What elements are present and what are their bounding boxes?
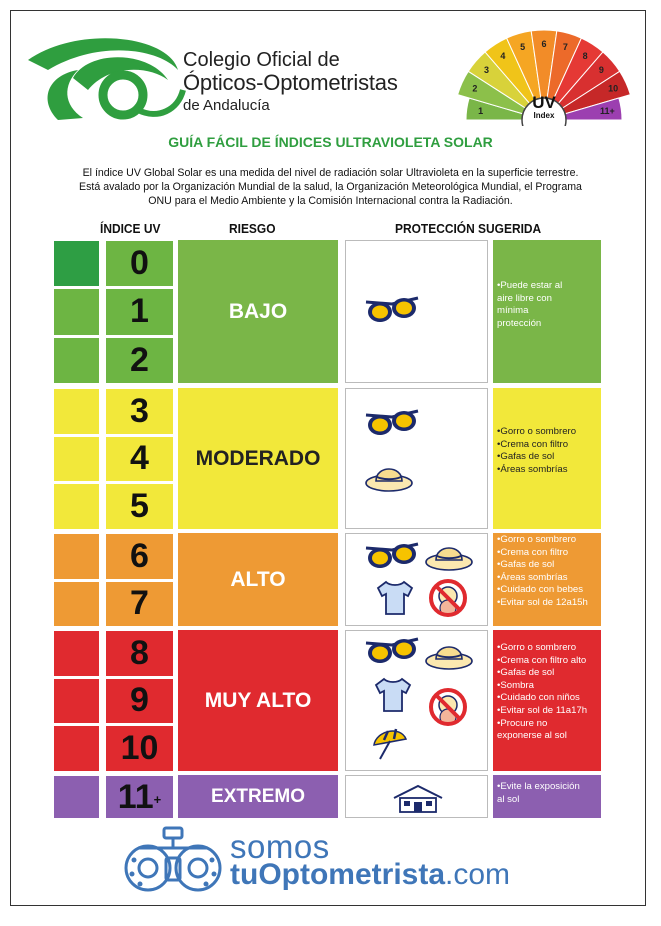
uv-fan-label: 11+ [599,105,615,116]
risk-label: ALTO [178,533,338,626]
uv-color-swatch [54,484,99,529]
uv-index-value: 11 [117,777,154,816]
glasses-icon [364,409,420,439]
uv-index-suffix: + [153,791,162,807]
umbrella-icon [370,725,410,761]
brand-main: tuOptometrista [230,858,446,891]
uv-index-number [106,437,173,482]
house-icon [388,784,448,814]
advice-line: •Procure no [497,717,548,729]
protection-advice [493,533,601,626]
uv-color-swatch [54,534,99,579]
uv-color-swatch [54,289,99,334]
glasses-icon [364,296,420,326]
uv-index-value: 8 [130,633,149,672]
column-header-risk: RIESGO [229,221,276,236]
uv-index-number [106,338,173,383]
advice-line: •Evite la exposición [497,781,580,792]
organization-name [183,50,398,113]
column-header-protection: PROTECCIÓN SUGERIDA [395,221,542,236]
intro-text [40,166,621,208]
uv-index-value: 9 [130,681,149,720]
brand-line-2 [230,858,510,892]
protection-advice [493,775,601,818]
uv-fan-label: 1 [478,105,484,116]
protection-illustration [345,775,488,818]
protection-illustration [345,240,488,383]
uv-fan-label: 6 [541,39,547,49]
advice-line: •Gorro o sombrero [497,426,577,437]
advice-line: •Gorro o sombrero [497,642,577,653]
advice-line: •Cuidado con niños [497,692,580,704]
advice-line: •Áreas sombrías [497,463,568,475]
advice-line: •Áreas sombrías [497,571,568,583]
uv-index-value: 4 [130,439,149,478]
uv-index-value: 3 [130,391,149,430]
advice-line: •Evitar sol de 12a15h [497,596,588,608]
advice-line: •Crema con filtro alto [497,654,587,666]
uv-index-value: 2 [130,340,149,379]
page-title: GUÍA FÁCIL DE ÍNDICES ULTRAVIOLETA SOLAR [168,134,493,150]
risk-label: MODERADO [178,388,338,529]
protection-illustration [345,533,488,626]
phoropter-icon [118,826,228,896]
hat-icon [364,459,414,493]
org-line-3: de Andalucía [183,97,270,114]
uv-fan-label: 9 [598,65,604,76]
intro-line: ONU para el Medio Ambiente y la Comisión Internacional contra la Radiación. [148,195,513,207]
risk-label: MUY ALTO [178,630,338,771]
brand-line-1: somos [230,828,330,865]
column-header-index: ÍNDICE UV [100,221,161,236]
glasses-icon [364,637,420,667]
uv-index-number [106,484,173,529]
college-logo-icon [18,30,188,126]
uv-color-swatch [54,582,99,627]
uv-fan-label: 4 [500,51,506,62]
protection-advice [493,388,601,529]
hat-icon [424,637,474,671]
advice-line: aire libre con [497,292,552,304]
uv-index-number [106,582,173,627]
uv-fan-label: 7 [562,42,568,53]
uv-index-value: 1 [130,292,149,331]
uv-fan-label: 10 [608,83,619,94]
intro-line: Está avalado por la Organización Mundial de la salud, la Organización Meteorológica Mundial, el Programa [79,181,582,193]
shirt-icon [374,580,416,616]
uv-color-swatch [54,338,99,383]
advice-line: •Evitar sol de 11a17h [497,704,588,716]
uv-color-swatch [54,389,99,434]
advice-line: •Cuidado con bebes [497,584,584,596]
uv-color-swatch [54,437,99,482]
uv-index-number [106,241,173,286]
org-line-2: Ópticos-Optometristas [183,70,398,95]
advice-line: •Gafas de sol [497,451,555,463]
risk-label: BAJO [178,240,338,383]
uv-index-number [106,726,173,771]
protection-advice [493,630,601,771]
uv-color-swatch [54,679,99,724]
uv-index-number [106,631,173,676]
protection-illustration [345,388,488,529]
advice-line: al sol [497,793,520,805]
uv-index-value: 6 [130,536,149,575]
uv-color-swatch [54,631,99,676]
advice-line: •Sombra [497,679,534,691]
uv-index-number [106,776,173,818]
nobaby-icon [428,578,468,618]
glasses-icon [364,542,420,572]
uv-index-value: 7 [130,584,149,623]
advice-line: •Gafas de sol [497,667,555,679]
advice-line: •Gorro o sombrero [497,534,577,545]
advice-line: exponerse al sol [497,730,567,742]
uv-index-number [106,534,173,579]
protection-advice [493,240,601,383]
uv-fan-label: 2 [472,83,478,94]
uv-color-swatch [54,726,99,771]
hat-icon [424,538,474,572]
uv-index-value: 10 [120,729,159,768]
uv-badge-label: UV [532,93,556,112]
shirt-icon [372,677,414,713]
advice-line: •Puede estar al [497,280,563,291]
uv-fan-label: 3 [484,65,490,76]
advice-line: •Crema con filtro [497,438,569,450]
brand-suffix: .com [445,858,511,891]
uv-color-swatch [54,776,99,818]
org-line-1: Colegio Oficial de [183,49,340,71]
protection-illustration [345,630,488,771]
uv-fan-label: 8 [582,51,588,62]
uv-fan-label: 5 [520,42,526,53]
advice-line: •Crema con filtro [497,546,569,558]
nobaby-icon [428,687,468,727]
intro-line: El índice UV Global Solar es una medida del nivel de radiación solar Ultravioleta en la superficie terrestre. [82,167,579,179]
advice-line: protección [497,317,542,329]
advice-line: •Gafas de sol [497,559,555,571]
advice-line: mínima [497,305,529,317]
uv-index-value: 5 [130,487,149,526]
uv-color-swatch [54,241,99,286]
uv-index-number [106,679,173,724]
uv-index-number [106,389,173,434]
uv-index-value: 0 [130,244,149,283]
uv-badge-sub: Index [533,111,555,120]
uv-index-number [106,289,173,334]
risk-label: EXTREMO [178,775,338,818]
